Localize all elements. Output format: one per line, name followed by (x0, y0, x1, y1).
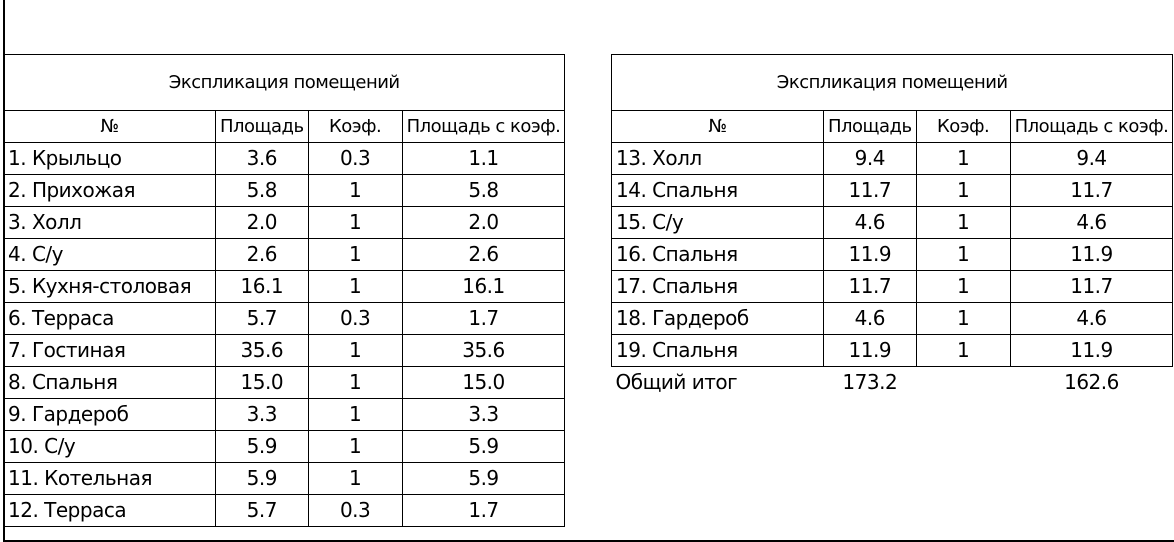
table-row (612, 175, 1173, 207)
header-area-with-coefficient: Площадь с коэф. (402, 111, 565, 143)
grand-total-area: 173.2 (842, 370, 898, 394)
area-with-coefficient-cell: 4.6 (1010, 207, 1173, 239)
coefficient-cell: 1 (916, 335, 1010, 367)
area-with-coefficient-cell: 2.0 (402, 207, 565, 239)
area-with-coefficient-cell: 11.7 (1010, 175, 1173, 207)
room-schedule-table-2 (611, 54, 1173, 398)
header-coefficient: Коэф. (916, 111, 1010, 143)
area-with-coefficient-cell: 5.8 (402, 175, 565, 207)
coefficient-cell: 1 (308, 207, 402, 239)
room-name-cell: 16. Спальня (612, 239, 824, 271)
coefficient-cell: 1 (916, 175, 1010, 207)
table-title: Экспликация помещений (612, 55, 1173, 111)
header-number: № (612, 111, 824, 143)
area-cell: 11.7 (824, 271, 917, 303)
area-with-coefficient-cell: 15.0 (402, 367, 565, 399)
table-row (612, 303, 1173, 335)
grand-total-label: Общий итог (615, 370, 738, 394)
area-with-coefficient-cell: 16.1 (402, 271, 565, 303)
area-with-coefficient-cell: 2.6 (402, 239, 565, 271)
table-row (612, 271, 1173, 303)
table-row (4, 399, 565, 431)
area-cell: 3.6 (216, 143, 309, 175)
coefficient-cell: 1 (308, 175, 402, 207)
table-row (4, 495, 565, 527)
area-with-coefficient-cell: 9.4 (1010, 143, 1173, 175)
area-cell: 5.7 (216, 495, 309, 527)
room-name-cell: 10. С/у (4, 431, 216, 463)
table-row (4, 239, 565, 271)
table-row (4, 463, 565, 495)
coefficient-cell: 1 (916, 303, 1010, 335)
coefficient-cell: 0.3 (308, 303, 402, 335)
area-with-coefficient-cell: 5.9 (402, 463, 565, 495)
area-cell: 2.0 (216, 207, 309, 239)
room-name-cell: 5. Кухня-столовая (4, 271, 216, 303)
grand-total-row (612, 367, 1173, 399)
room-name-cell: 14. Спальня (612, 175, 824, 207)
coefficient-cell: 1 (916, 239, 1010, 271)
room-name-cell: 6. Терраса (4, 303, 216, 335)
area-with-coefficient-cell: 4.6 (1010, 303, 1173, 335)
table-row (4, 431, 565, 463)
room-name-cell: 8. Спальня (4, 367, 216, 399)
header-area: Площадь (216, 111, 309, 143)
area-with-coefficient-cell: 1.1 (402, 143, 565, 175)
room-name-cell: 3. Холл (4, 207, 216, 239)
area-cell: 5.9 (216, 463, 309, 495)
area-with-coefficient-cell: 35.6 (402, 335, 565, 367)
table-row (4, 175, 565, 207)
area-cell: 3.3 (216, 399, 309, 431)
area-cell: 5.8 (216, 175, 309, 207)
area-with-coefficient-cell: 1.7 (402, 495, 565, 527)
area-cell: 5.9 (216, 431, 309, 463)
room-name-cell: 12. Терраса (4, 495, 216, 527)
coefficient-cell: 1 (308, 239, 402, 271)
area-with-coefficient-cell: 5.9 (402, 431, 565, 463)
table-row (4, 207, 565, 239)
area-cell: 11.7 (824, 175, 917, 207)
area-cell: 4.6 (824, 303, 917, 335)
table-row (612, 207, 1173, 239)
table-row (612, 239, 1173, 271)
coefficient-cell: 0.3 (308, 495, 402, 527)
area-cell: 16.1 (216, 271, 309, 303)
table-header-row (612, 111, 1173, 143)
table-row (612, 143, 1173, 175)
grand-total-area-with-coefficient: 162.6 (1064, 370, 1119, 394)
area-cell: 15.0 (216, 367, 309, 399)
area-cell: 4.6 (824, 207, 917, 239)
room-name-cell: 4. С/у (4, 239, 216, 271)
coefficient-cell: 1 (308, 431, 402, 463)
area-cell: 9.4 (824, 143, 917, 175)
table-title-row (612, 55, 1173, 111)
coefficient-cell: 1 (308, 399, 402, 431)
room-name-cell: 2. Прихожая (4, 175, 216, 207)
room-name-cell: 15. С/у (612, 207, 824, 239)
coefficient-cell: 1 (916, 271, 1010, 303)
coefficient-cell: 1 (308, 271, 402, 303)
coefficient-cell: 1 (308, 463, 402, 495)
coefficient-cell: 1 (308, 367, 402, 399)
table-row (4, 335, 565, 367)
table-title-row (4, 55, 565, 111)
room-name-cell: 13. Холл (612, 143, 824, 175)
room-schedule-table-1 (3, 54, 565, 527)
area-with-coefficient-cell: 11.9 (1010, 239, 1173, 271)
area-with-coefficient-cell: 11.7 (1010, 271, 1173, 303)
grand-total-coefficient-empty (916, 367, 1010, 399)
area-with-coefficient-cell: 11.9 (1010, 335, 1173, 367)
coefficient-cell: 1 (916, 207, 1010, 239)
area-cell: 11.9 (824, 239, 917, 271)
room-name-cell: 7. Гостиная (4, 335, 216, 367)
coefficient-cell: 0.3 (308, 143, 402, 175)
table-header-row (4, 111, 565, 143)
table-row (4, 143, 565, 175)
area-cell: 5.7 (216, 303, 309, 335)
area-with-coefficient-cell: 3.3 (402, 399, 565, 431)
room-name-cell: 17. Спальня (612, 271, 824, 303)
coefficient-cell: 1 (308, 335, 402, 367)
area-cell: 2.6 (216, 239, 309, 271)
room-name-cell: 11. Котельная (4, 463, 216, 495)
room-name-cell: 9. Гардероб (4, 399, 216, 431)
table-row (4, 367, 565, 399)
area-cell: 11.9 (824, 335, 917, 367)
table-row (4, 303, 565, 335)
header-area-with-coefficient: Площадь с коэф. (1010, 111, 1173, 143)
header-number: № (4, 111, 216, 143)
room-name-cell: 19. Спальня (612, 335, 824, 367)
table-row (4, 271, 565, 303)
room-name-cell: 18. Гардероб (612, 303, 824, 335)
table-title: Экспликация помещений (4, 55, 565, 111)
area-with-coefficient-cell: 1.7 (402, 303, 565, 335)
room-name-cell: 1. Крыльцо (4, 143, 216, 175)
header-coefficient: Коэф. (308, 111, 402, 143)
header-area: Площадь (824, 111, 917, 143)
coefficient-cell: 1 (916, 143, 1010, 175)
table-row (612, 335, 1173, 367)
area-cell: 35.6 (216, 335, 309, 367)
